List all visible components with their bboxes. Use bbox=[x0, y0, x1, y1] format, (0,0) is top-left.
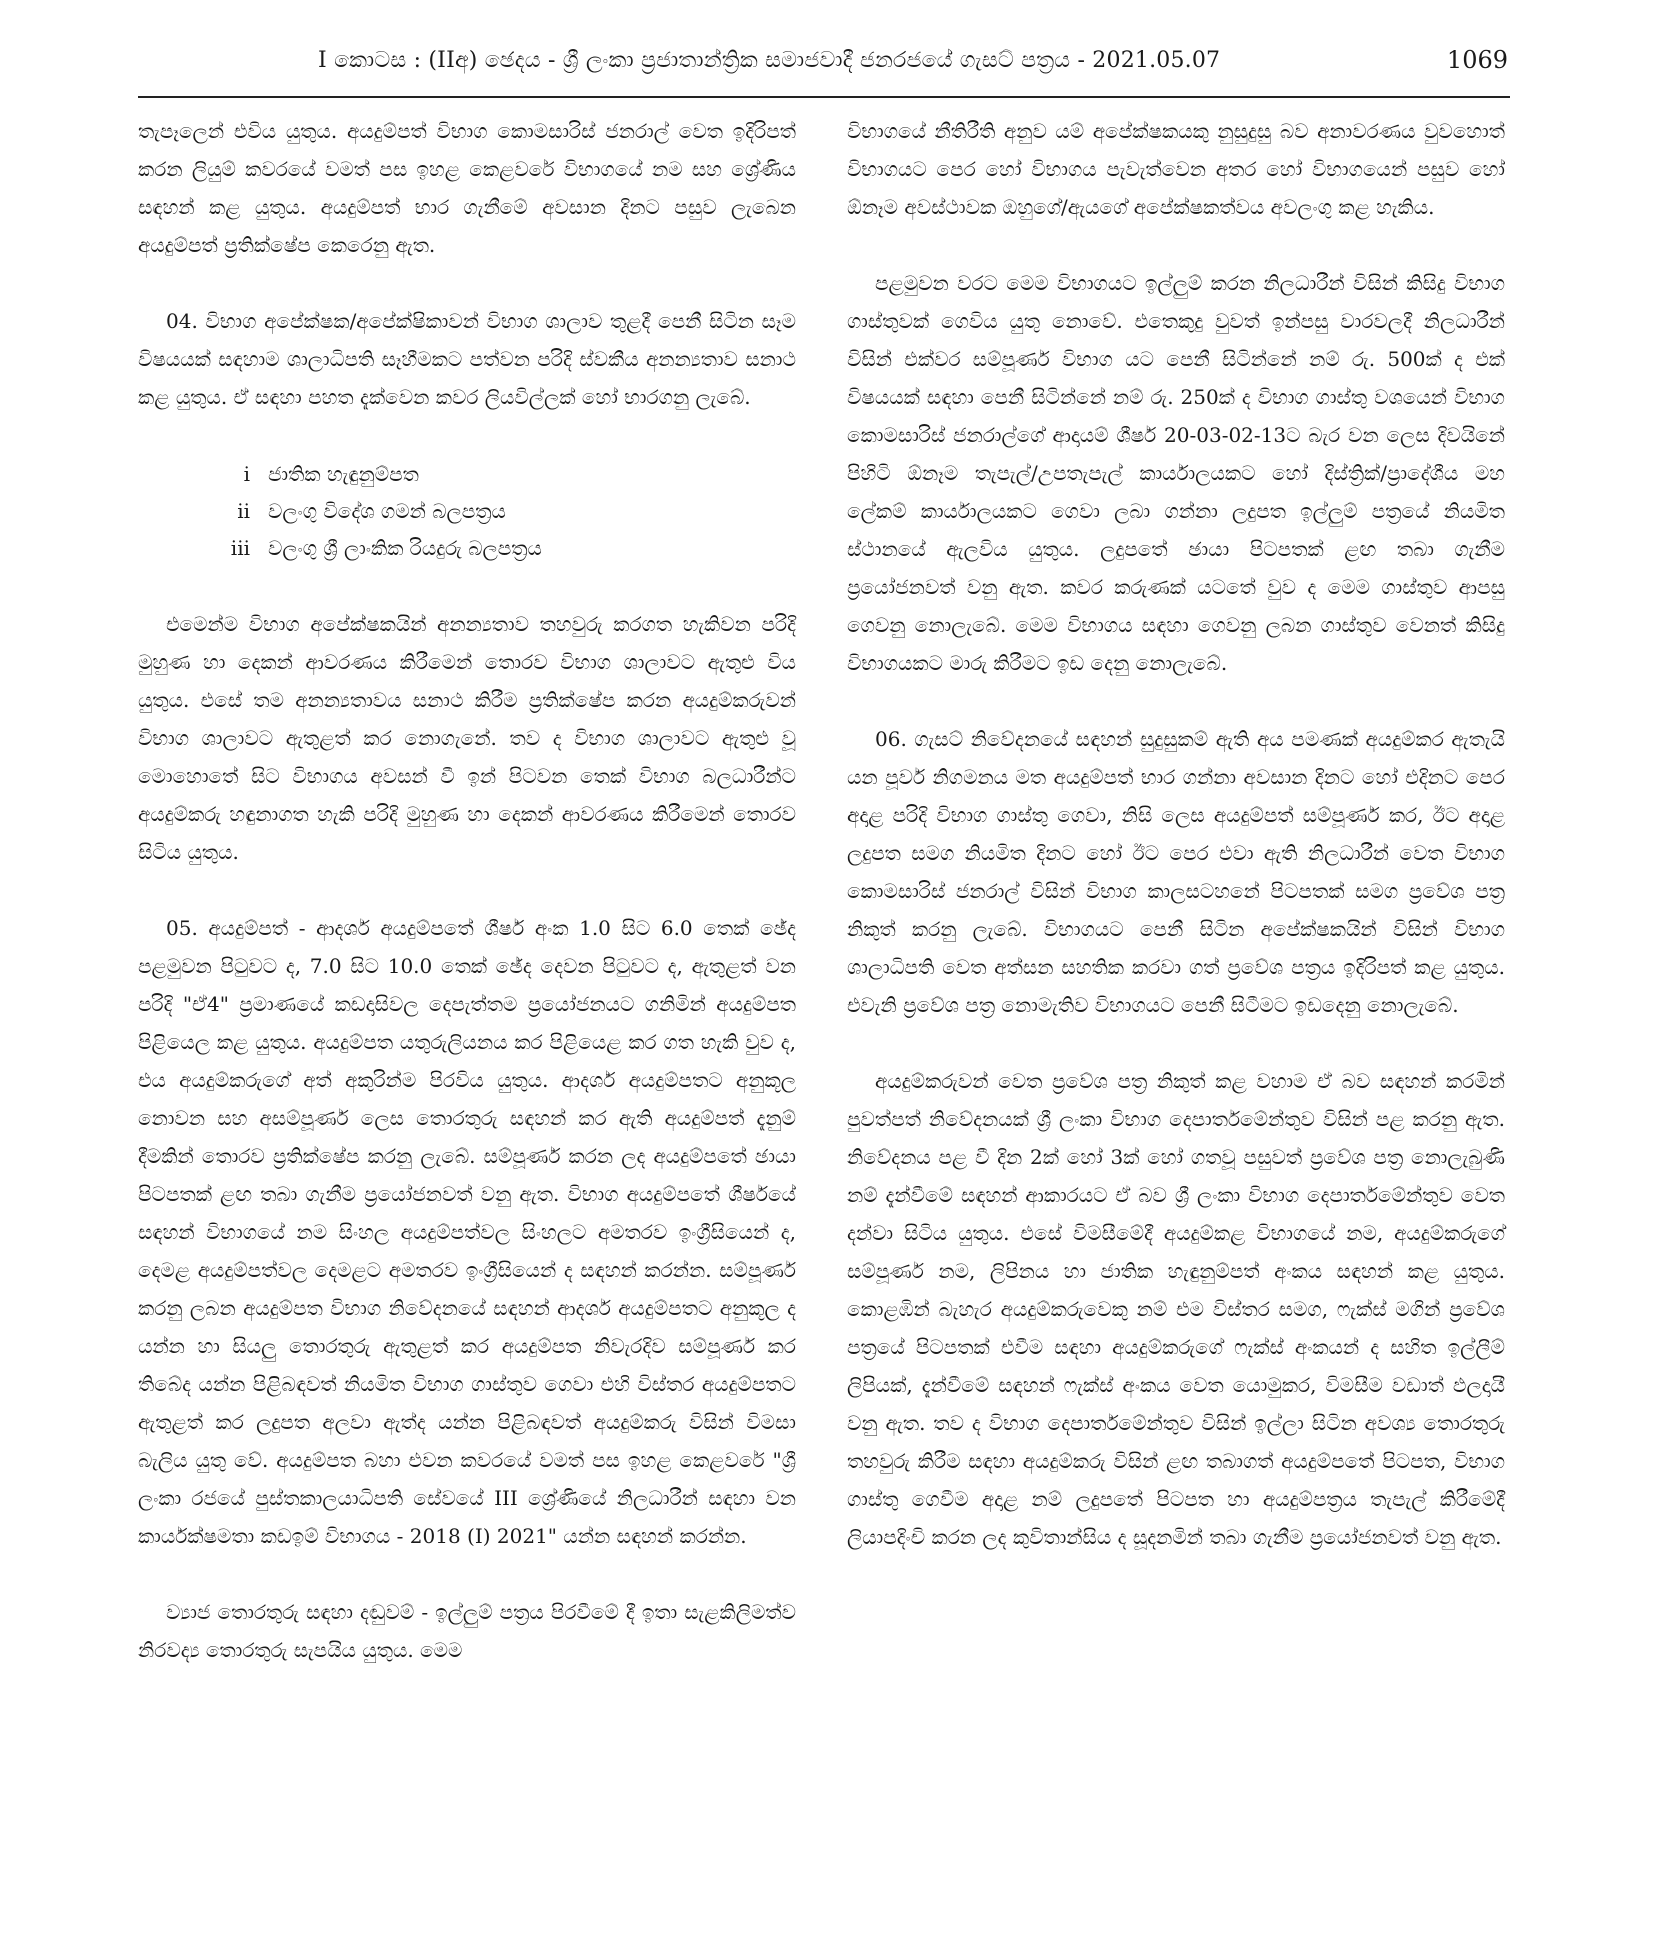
paragraph-06: 06. ගැසට් නිවේදනයේ සඳහන් සුදුසුකම් ඇති අය පමණක් අයදුම්කර ඇතැයි යන පූර්ව නිගමනය මත අයදුම්පත් භාර ගන්නා අවසාන දිනට හෝ එදිනට පෙර අදාළ පරිදි විභාග ගාස්තු ගෙවා, නිසි ලෙස අයදුම්පත් සම්පූර්ණ කර, ඊට අදාළ ලදුපත සමග නියමිත දිනට හෝ ඊට පෙර එවා ඇති නිලධාරීන් වෙත විභාග කොමසාරිස් ජනරාල් විසින් විභාග කාලසටහනේ පිටපතක් සමග ප්‍රවේශ පත්‍ර නිකුත් කරනු ලැබේ. විභාගයට පෙනී සිටින අපේක්ෂකයින් විසින් විභාග ශාලාධිපති වෙත අත්සන සහතික කරවා ගත් ප්‍රවේශ පත්‍රය ඉදිරිපත් කළ යුතුය. එවැනි ප්‍රවේශ පත්‍ර නොමැතිව විභාගයට පෙනී සිටීමට ඉඩදෙනු නොලැබේ. bbox=[847, 727, 1505, 1017]
list-item bbox=[138, 530, 796, 567]
paragraph-04: 04. විභාග අපේක්ෂක/අපේක්ෂිකාවන් විභාග ශාලාව තුළදී පෙනී සිටින සෑම විෂයයක් සඳහාම ශාලාධිපති සෑහීමකට පත්වන පරිදි ස්වකීය අනන්‍යතාව සනාථ කළ යුතුය. ඒ සඳහා පහත දැක්වෙන කවර ලියවිල්ලක් හෝ භාරගනු ලැබේ. bbox=[138, 309, 796, 409]
paragraph-identity: එමෙන්ම විභාග අපේක්ෂකයින් අනන්‍යතාව තහවුරු කරගත හැකිවන පරිදි මුහුණ හා දෙකන් ආවරණය කිරීමෙන් තොරව විභාග ශාලාවට ඇතුළු විය යුතුය. එසේ තම අනන්‍යතාවය සනාථ කිරීම ප්‍රතික්ෂේප කරන අයදුම්කරුවන් විභාග ශාලාවට ඇතුළත් කර නොගැනේ. තව ද විභාග ශාලාවට ඇතුළු වූ මොහොතේ සිට විභාගය අවසන් වී ඉන් පිටවන තෙක් විභාග බලධාරීන්ට අයදුම්කරු හඳුනාගත හැකි පරිදි මුහුණ හා දෙකන් ආවරණය කිරීමෙන් තොරව සිටිය යුතුය. bbox=[138, 612, 796, 864]
paragraph-fees: පළමුවන වරට මෙම විභාගයට ඉල්ලුම් කරන නිලධාරීන් විසින් කිසිදු විභාග ගාස්තුවක් ගෙවිය යුතු නොවේ. එතෙකුදු වුවත් ඉන්පසු වාරවලදී නිලධාරීන් විසින් එක්වර සම්පූර්ණ විභාග යට පෙනී සිටින්නේ නම් රු. 500ක් ද එක් විෂයයක් සඳහා පෙනී සිටින්නේ නම් රු. 250ක් ද විභාග ගාස්තු වශයෙන් විභාග කොමසාරිස් ජනරාල්ගේ ආදායම් ශීර්ෂ 20-03-02-13ට බැර වන ලෙස දිවයිනේ පිහිටි ඕනෑම තැපැල්/උපතැපැල් කාර්යාලයකට හෝ දිස්ත්‍රික්/ප්‍රාදේශීය මහ ලේකම් කාර්යාලයකට ගෙවා ලබා ගන්නා ලදුපත ඉල්ලුම් පත්‍රයේ නියමිත ස්ථානයේ ඇලවිය යුතුය. ලදුපතේ ඡායා පිටපතක් ළඟ තබා ගැනීම ප්‍රයෝජනවත් වනු ඇත. කවර කරුණක් යටතේ වුව ද මෙම ගාස්තුව ආපසු ගෙවනු නොලැබේ. මෙම විභාගය සඳහා ගෙවනු ලබන ගාස්තුව වෙනත් කිසිදු විභාගයකට මාරු කිරීමට ඉඩ දෙනු නොලැබේ. bbox=[847, 271, 1505, 675]
page-header bbox=[138, 44, 1510, 98]
paragraph-false-info: ව්‍යාජ තොරතුරු සඳහා දඬුවම් - ඉල්ලුම් පත්‍රය පිරවීමේ දී ඉතා සැළකිලිමත්ව නිරවද්‍ය තොරතුරු සැපයිය යුතුය. මෙම bbox=[138, 1600, 796, 1662]
right-column bbox=[847, 112, 1505, 1556]
list-number: ii bbox=[237, 499, 250, 523]
paragraph-continued: විභාගයේ නීතිරීති අනුව යම් අපේක්ෂකයකු නුසුදුසු බව අනාවරණය වුවහොත් විභාගයට පෙර හෝ විභාගය පැවැත්වෙන අතර හෝ විභාගයෙන් පසුව හෝ ඕනෑම අවස්ථාවක ඔහුගේ/ඇයගේ අපේක්ෂකත්වය අවලංගු කළ හැකිය. bbox=[847, 119, 1505, 219]
list-number: iii bbox=[230, 536, 250, 560]
list-item bbox=[138, 456, 796, 493]
list-item bbox=[138, 493, 796, 530]
paragraph-admission: අයදුම්කරුවන් වෙත ප්‍රවේශ පත්‍ර නිකුත් කළ වහාම ඒ බව සඳහන් කරමින් පුවත්පත් නිවේදනයක් ශ්‍රී ලංකා විභාග දෙපාර්තමේන්තුව විසින් පළ කරනු ඇත. නිවේදනය පළ වී දින 2ක් හෝ 3ක් හෝ ගතවූ පසුවත් ප්‍රවේශ පත්‍ර නොලැබුණි නම් දැන්වීමේ සඳහන් ආකාරයට ඒ බව ශ්‍රී ලංකා විභාග දෙපාර්තමේන්තුව වෙත දන්වා සිටිය යුතුය. එසේ විමසීමේදී අයදුම්කළ විභාගයේ නම, අයදුම්කරුගේ සම්පූර්ණ නම, ලිපිනය හා ජාතික හැඳුනුම්පත් අංකය සඳහන් කළ යුතුය. කොළඹින් බැහැර අයදුම්කරුවෙකු නම් එම විස්තර සමග, ෆැක්ස් මගින් ප්‍රවේශ පත්‍රයේ පිටපතක් එවීම සඳහා අයදුම්කරුගේ ෆැක්ස් අංකයන් ද සහිත ඉල්ලීම් ලිපියක්, දැන්වීමේ සඳහන් ෆැක්ස් අංකය වෙත යොමුකර, විමසීම වඩාත් ඵලදායී වනු ඇත. තව ද විභාග දෙපාර්තමේන්තුව විසින් ඉල්ලා සිටින අවශ්‍ය තොරතුරු තහවුරු කිරීම සඳහා අයදුම්කරු විසින් ළඟ තබාගත් අයදුම්පතේ පිටපත, විභාග ගාස්තු ගෙවීම අදාළ නම් ලදුපතේ පිටපත හා අයදුම්පත්‍රය තැපැල් කිරීමේදී ලියාපදිංචි කරන ලද කුවිතාන්සිය ද සූදනමින් තබා ගැනීම ප්‍රයෝජනවත් වනු ඇත. bbox=[847, 1069, 1505, 1549]
gazette-title: I කොටස : (IIඅ) ඡෙදය - ශ්‍රී ලංකා ප්‍රජාතාන්ත්‍රික සමාජවාදී ජනරජයේ ගැසට් පත්‍රය - 2021.05.07 bbox=[318, 48, 1221, 73]
page-number: 1069 bbox=[1446, 46, 1508, 74]
id-documents-list bbox=[138, 456, 796, 567]
left-column bbox=[138, 112, 796, 1669]
list-text: වලංගු විදේශ ගමන් බලපත්‍රය bbox=[268, 499, 506, 523]
paragraph-continued: තැපෑලෙන් එවිය යුතුය. අයදුම්පත් විභාග කොමසාරිස් ජනරාල් වෙත ඉදිරිපත් කරන ලියුම් කවරයේ වමත් පස ඉහළ කෙළවරේ විභාගයේ නම සහ ශ්‍රේණිය සඳහන් කළ යුතුය. අයදුම්පත් භාර ගැනීමේ අවසාන දිනට පසුව ලැබෙන අයදුම්පත් ප්‍රතික්ෂේප කෙරෙනු ඇත. bbox=[138, 119, 796, 257]
list-number: i bbox=[243, 462, 250, 486]
list-text: ජාතික හැඳුනුම්පත bbox=[268, 462, 419, 486]
paragraph-05: 05. අයදුම්පත් - ආදර්ශ අයදුම්පතේ ශීර්ෂ අංක 1.0 සිට 6.0 තෙක් ඡේද පළමුවන පිටුවට ද, 7.0 සිට 10.0 තෙක් ඡේද දෙවන පිටුවට ද, ඇතුළත් වන පරිදි "ඒ4" ප්‍රමාණයේ කඩදාසිවල දෙපැත්තම ප්‍රයෝජනයට ගනිමින් අයදුම්පත පිළියෙල කළ යුතුය. අයදුම්පත යතුරුලියනය කර පිළියෙළ කර ගත හැකි වුව ද, එය අයදුම්කරුගේ අත් අකුරින්ම පිරවිය යුතුය. ආදර්ශ අයදුම්පතට අනුකූල නොවන සහ අසම්පූර්ණ ලෙස තොරතුරු සඳහන් කර ඇති අයදුම්පත් දැනුම් දීමකින් තොරව ප්‍රතික්ෂේප කරනු ලැබේ. සම්පූර්ණ කරන ලද අයදුම්පතේ ඡායා පිටපතක් ළඟ තබා ගැනීම ප්‍රයෝජනවත් වනු ඇත. විභාග අයදුම්පතේ ශීර්ෂයේ සඳහන් විභාගයේ නම සිංහල අයදුම්පත්වල සිංහලට අමතරව ඉංග්‍රීසියෙන් ද, දෙමළ අයදුම්පත්වල දෙමළට අමතරව ඉංග්‍රීසියෙන් ද සඳහන් කරන්න. සම්පූර්ණ කරනු ලබන අයදුම්පත විභාග නිවේදනයේ සඳහන් ආදර්ශ අයදුම්පතට අනුකූල ද යන්න හා සියලු තොරතුරු ඇතුළත් කර අයදුම්පත නිවැරදිව සම්පූර්ණ කර තිබේද යන්න පිළිබඳවත් නියමිත විභාග ගාස්තුව ගෙවා එහි විස්තර අයදුම්පතට ඇතුළත් කර ලදුපත අලවා ඇත්ද යන්න පිළිබඳවත් අයදුම්කරු විසින් විමසා බැලිය යුතු වේ. අයදුම්පත බහා එවන කවරයේ වමත් පස ඉහළ කෙළවරේ "ශ්‍රී ලංකා රජයේ පුස්තකාලයාධිපති සේවයේ III ශ්‍රේණියේ නිලධාරීන් සඳහා වන කාර්යක්ෂමතා කඩඉම් විභාගය - 2018 (I) 2021" යන්න සඳහන් කරන්න. bbox=[138, 916, 796, 1548]
list-text: වලංගු ශ්‍රී ලාංකික රියදුරු බලපත්‍රය bbox=[268, 536, 542, 560]
